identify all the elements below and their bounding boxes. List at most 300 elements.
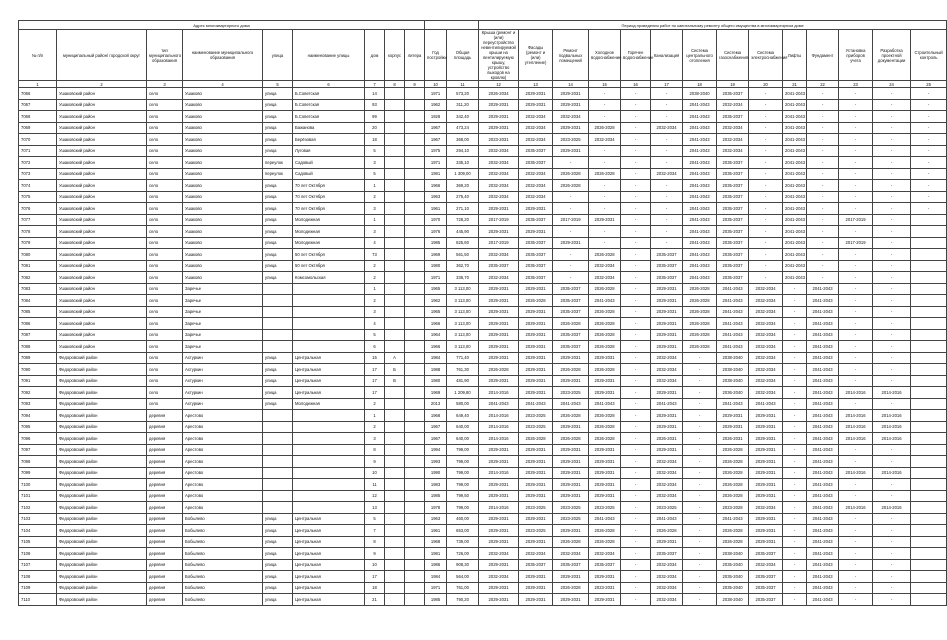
table-cell	[385, 467, 405, 479]
column-header: Фасады (ремонт и (или) утепление)	[519, 30, 553, 81]
table-cell: 8	[365, 444, 385, 456]
table-cell: 2026-2028	[651, 525, 683, 537]
table-cell: -	[621, 214, 651, 226]
table-cell: -	[621, 571, 651, 583]
column-number: 3	[147, 81, 183, 88]
table-cell	[263, 306, 293, 318]
table-cell	[263, 456, 293, 468]
table-cell: 2026-2028	[553, 410, 589, 422]
table-row	[19, 502, 947, 514]
table-cell	[293, 433, 365, 445]
table-cell: -	[621, 168, 651, 180]
table-cell: 2029-2031	[589, 490, 621, 502]
table-cell: -	[651, 111, 683, 123]
table-cell: деревня	[147, 444, 183, 456]
column-number: 6	[293, 81, 365, 88]
table-cell: 2023-2031	[589, 582, 621, 594]
table-cell	[405, 272, 425, 284]
table-cell: 2026-2028	[553, 582, 589, 594]
table-cell: село	[147, 260, 183, 272]
table-cell: 2029-2031	[479, 122, 519, 134]
column-number: 16	[621, 81, 651, 88]
table-cell: -	[683, 467, 717, 479]
table-cell: 2041-2043	[683, 203, 717, 215]
table-cell	[911, 410, 947, 422]
table-cell	[385, 329, 405, 341]
table-cell: Бобылево	[183, 594, 263, 606]
table-cell: -	[873, 594, 911, 606]
table-cell: 2041-2043	[683, 260, 717, 272]
table-cell: -	[783, 536, 807, 548]
table-cell: 2035-2037	[717, 180, 749, 192]
table-row	[19, 594, 947, 606]
table-cell: Ушаково	[183, 134, 263, 146]
table-cell: 2029-2031	[589, 479, 621, 491]
table-cell: -	[621, 134, 651, 146]
table-row	[19, 203, 947, 215]
table-cell: -	[873, 99, 911, 111]
table-cell: 2032-2034	[589, 134, 621, 146]
table-cell: -	[553, 191, 589, 203]
table-cell: -	[621, 341, 651, 353]
table-cell: 1971	[425, 272, 447, 284]
table-cell: -	[749, 214, 783, 226]
table-cell: -	[807, 111, 839, 123]
table-cell	[911, 260, 947, 272]
table-cell: улица	[263, 559, 293, 571]
table-cell: 2029-2031	[553, 444, 589, 456]
table-cell: 2041-2043	[717, 283, 749, 295]
table-cell: -	[839, 272, 873, 284]
table-cell: 369,20	[447, 180, 479, 192]
table-cell: 5	[365, 168, 385, 180]
table-cell: 2026-2028	[553, 168, 589, 180]
table-cell: 2026-2028	[683, 329, 717, 341]
table-cell: -	[873, 352, 911, 364]
table-cell: 2041-2043	[783, 99, 807, 111]
table-cell: 1975	[425, 145, 447, 157]
table-cell: Заречье	[183, 306, 263, 318]
table-row	[19, 88, 947, 100]
column-header: Фундамент	[807, 30, 839, 81]
table-cell: Ушаково	[183, 226, 263, 238]
table-cell: Бобылево	[183, 559, 263, 571]
table-cell: 2029-2031	[519, 387, 553, 399]
table-cell: село	[147, 134, 183, 146]
table-cell: 7070	[19, 134, 57, 146]
table-cell: -	[683, 502, 717, 514]
table-cell: -	[783, 502, 807, 514]
table-cell: 2041-2043	[807, 513, 839, 525]
table-cell: 2026-2028	[683, 306, 717, 318]
table-cell: 2029-2031	[553, 88, 589, 100]
table-cell	[911, 444, 947, 456]
table-cell: 2029-2031	[717, 410, 749, 422]
column-header: Строительный контроль	[911, 30, 947, 81]
table-cell: -	[873, 157, 911, 169]
table-cell: -	[683, 410, 717, 422]
table-row	[19, 237, 947, 249]
table-cell: -	[749, 88, 783, 100]
table-cell: 2041-2043	[807, 410, 839, 422]
table-cell: 2035-2037	[519, 157, 553, 169]
table-cell	[293, 329, 365, 341]
table-cell: 2023-2025	[553, 513, 589, 525]
table-cell: 2041-2043	[717, 513, 749, 525]
table-cell: -	[621, 479, 651, 491]
table-cell: 2032-2034	[479, 168, 519, 180]
table-cell: 1963	[425, 191, 447, 203]
table-cell: -	[783, 421, 807, 433]
table-cell: -	[683, 594, 717, 606]
column-header: литера	[405, 30, 425, 81]
table-cell: -	[873, 398, 911, 410]
table-cell: 2036-2040	[717, 387, 749, 399]
table-cell: -	[683, 513, 717, 525]
table-cell	[911, 502, 947, 514]
table-cell: 2014-2016	[479, 467, 519, 479]
table-cell	[293, 467, 365, 479]
table-cell: село	[147, 88, 183, 100]
table-cell: 2035-2037	[519, 260, 553, 272]
table-cell: Ушаковский район	[57, 329, 147, 341]
table-cell: 7066	[19, 88, 57, 100]
table-cell	[405, 203, 425, 215]
table-cell: 2041-2043	[783, 111, 807, 123]
table-cell: 2029-2031	[519, 226, 553, 238]
column-number: 18	[683, 81, 717, 88]
table-cell: 2017-2019	[553, 214, 589, 226]
table-cell: 1966	[425, 318, 447, 330]
table-cell: 2026-2028	[589, 122, 621, 134]
table-cell: -	[621, 444, 651, 456]
table-cell: Ушаковский район	[57, 134, 147, 146]
table-cell: Федоровский район	[57, 594, 147, 606]
table-cell: Ушаковский район	[57, 168, 147, 180]
table-cell: 2032-2034	[749, 502, 783, 514]
table-cell	[385, 421, 405, 433]
table-cell: 2035-2037	[717, 226, 749, 238]
table-cell: -	[621, 467, 651, 479]
table-cell: 10	[365, 467, 385, 479]
table-cell: Садовый	[293, 157, 365, 169]
table-cell	[385, 99, 405, 111]
table-cell: -	[783, 295, 807, 307]
table-cell: 2029-2031	[519, 88, 553, 100]
table-row	[19, 548, 947, 560]
table-cell: 726,00	[447, 548, 479, 560]
table-cell: 1928	[425, 111, 447, 123]
table-cell: улица	[263, 191, 293, 203]
table-row	[19, 283, 947, 295]
table-cell	[385, 456, 405, 468]
table-cell: 2029-2031	[589, 467, 621, 479]
table-cell: 1966	[425, 341, 447, 353]
repair-schedule-table	[18, 20, 947, 606]
table-cell: 2041-2043	[807, 559, 839, 571]
table-cell: 2026-2028	[553, 180, 589, 192]
table-cell: -	[839, 582, 873, 594]
table-cell	[911, 421, 947, 433]
table-cell: 7091	[19, 375, 57, 387]
table-cell: 2029-2031	[651, 341, 683, 353]
table-cell: 1971	[425, 157, 447, 169]
table-cell: -	[911, 111, 947, 123]
table-cell: 2041-2043	[807, 444, 839, 456]
table-cell: -	[783, 513, 807, 525]
table-cell: 2026-2028	[589, 249, 621, 261]
table-cell: 50 лет Октября	[293, 249, 365, 261]
table-cell: 2035-2037	[553, 283, 589, 295]
table-cell: 2029-2031	[553, 479, 589, 491]
table-cell	[263, 433, 293, 445]
table-cell: -	[683, 525, 717, 537]
table-cell: 1971	[425, 88, 447, 100]
table-cell: Центральная	[293, 594, 365, 606]
table-row	[19, 490, 947, 502]
table-cell	[911, 364, 947, 376]
table-cell: улица	[263, 272, 293, 284]
table-cell: -	[839, 479, 873, 491]
table-cell: -	[749, 134, 783, 146]
table-cell	[385, 237, 405, 249]
table-cell: 21	[365, 594, 385, 606]
table-cell: село	[147, 329, 183, 341]
table-cell	[405, 513, 425, 525]
table-cell: 2026-2031	[651, 433, 683, 445]
column-header: Ремонт подвальных помещений	[553, 30, 589, 81]
table-cell: 2041-2043	[807, 525, 839, 537]
table-cell: улица	[263, 122, 293, 134]
table-cell: 2014-2016	[839, 421, 873, 433]
table-cell: 2029-2031	[651, 318, 683, 330]
table-cell: -	[873, 536, 911, 548]
table-cell: 2029-2031	[519, 341, 553, 353]
table-cell: 7097	[19, 444, 57, 456]
table-cell	[385, 295, 405, 307]
table-cell: 2032-2034	[749, 352, 783, 364]
table-cell: 7102	[19, 502, 57, 514]
table-cell: село	[147, 168, 183, 180]
table-cell: 2017-2019	[479, 237, 519, 249]
table-cell: -	[873, 295, 911, 307]
table-cell: 825,60	[447, 237, 479, 249]
table-cell: -	[749, 157, 783, 169]
table-cell: Молодежная	[293, 226, 365, 238]
table-cell: -	[683, 433, 717, 445]
table-cell: Ушаковский район	[57, 249, 147, 261]
table-cell: 2035-2037	[553, 329, 589, 341]
table-cell: Заречье	[183, 295, 263, 307]
table-cell: 2041-2043	[717, 318, 749, 330]
table-cell: 2029-2031	[519, 306, 553, 318]
table-cell: 2014-2016	[479, 421, 519, 433]
table-cell: -	[749, 237, 783, 249]
table-cell: -	[621, 502, 651, 514]
column-number: 19	[717, 81, 749, 88]
table-cell: деревня	[147, 421, 183, 433]
table-cell: 7107	[19, 559, 57, 571]
table-cell: -	[807, 191, 839, 203]
table-row	[19, 191, 947, 203]
table-cell: -	[839, 111, 873, 123]
table-cell: -	[553, 249, 589, 261]
table-cell: село	[147, 352, 183, 364]
table-cell: 2041-2043	[807, 329, 839, 341]
table-cell: 3 113,00	[447, 318, 479, 330]
table-cell: -	[873, 364, 911, 376]
table-cell: 1968	[425, 536, 447, 548]
table-cell	[405, 168, 425, 180]
table-cell: -	[873, 168, 911, 180]
table-cell: -	[621, 272, 651, 284]
table-cell: 2029-2031	[479, 111, 519, 123]
table-cell	[385, 502, 405, 514]
table-cell: 2041-2043	[807, 398, 839, 410]
table-cell: 2035-2037	[651, 260, 683, 272]
table-cell: -	[807, 180, 839, 192]
table-cell: деревня	[147, 410, 183, 422]
table-cell: -	[783, 548, 807, 560]
table-cell: 2014-2016	[873, 433, 911, 445]
table-cell: 2041-2043	[807, 502, 839, 514]
table-cell: 649,40	[447, 410, 479, 422]
table-cell: 2026-2028	[589, 410, 621, 422]
table-cell: 2029-2031	[589, 214, 621, 226]
table-cell: Центральная	[293, 352, 365, 364]
table-row	[19, 513, 947, 525]
table-cell: 460,00	[447, 513, 479, 525]
table-cell: 1990	[425, 467, 447, 479]
table-cell: 2041-2043	[807, 433, 839, 445]
table-cell: Ушаковский район	[57, 341, 147, 353]
table-cell: 2029-2031	[479, 513, 519, 525]
table-cell	[911, 490, 947, 502]
table-cell: 2032-2034	[717, 99, 749, 111]
table-cell: -	[621, 525, 651, 537]
table-cell: 2041-2043	[807, 318, 839, 330]
table-cell: 799,00	[447, 444, 479, 456]
table-cell: 18	[365, 582, 385, 594]
table-cell: 2035-2037	[749, 594, 783, 606]
table-cell: 2032-2034	[479, 571, 519, 583]
table-cell	[293, 283, 365, 295]
table-cell	[385, 525, 405, 537]
table-cell: -	[589, 203, 621, 215]
table-cell: -	[873, 329, 911, 341]
column-header: дом	[365, 30, 385, 81]
table-cell	[911, 594, 947, 606]
table-cell: 2026-2028	[589, 364, 621, 376]
table-cell: 2032-2034	[749, 318, 783, 330]
table-cell: -	[807, 214, 839, 226]
table-cell: 2029-2031	[519, 444, 553, 456]
table-cell: -	[807, 203, 839, 215]
works-group-header: Период проведения работ по капитальному ремонту общего имущества в многоквартирном доме	[479, 21, 947, 30]
table-cell: 1962	[425, 99, 447, 111]
column-number: 21	[783, 81, 807, 88]
table-cell: 2041-2043	[783, 180, 807, 192]
table-cell: -	[873, 375, 911, 387]
table-cell: 1968	[425, 410, 447, 422]
table-cell: 2041-2043	[783, 168, 807, 180]
table-cell: 2041-2043	[807, 456, 839, 468]
table-cell: 2032-2034	[519, 111, 553, 123]
table-cell: 2041-2043	[683, 145, 717, 157]
table-cell: -	[873, 456, 911, 468]
table-cell	[911, 513, 947, 525]
column-number: 8	[385, 81, 405, 88]
table-cell: -	[839, 168, 873, 180]
table-cell: 17	[365, 375, 385, 387]
table-cell: 5	[365, 329, 385, 341]
table-cell: 2029-2031	[519, 536, 553, 548]
table-cell: -	[621, 559, 651, 571]
table-cell: деревня	[147, 467, 183, 479]
table-cell: Арестово	[183, 421, 263, 433]
table-cell: -	[839, 180, 873, 192]
table-cell: 2032-2034	[519, 122, 553, 134]
table-cell: 2032-2034	[651, 467, 683, 479]
table-cell: 2035-2037	[519, 559, 553, 571]
table-cell: 2041-2043	[717, 306, 749, 318]
table-cell: -	[621, 594, 651, 606]
table-cell: 2029-2031	[651, 329, 683, 341]
table-cell: село	[147, 398, 183, 410]
table-cell: Ушаково	[183, 180, 263, 192]
table-cell: -	[839, 306, 873, 318]
table-cell: 7092	[19, 387, 57, 399]
table-cell: 2041-2043	[807, 582, 839, 594]
table-cell: -	[839, 145, 873, 157]
table-cell: 2026-2028	[479, 364, 519, 376]
table-cell: 1967	[425, 122, 447, 134]
table-cell: 2026-2028	[717, 525, 749, 537]
table-cell: 2029-2031	[519, 479, 553, 491]
table-cell	[263, 479, 293, 491]
table-cell	[385, 111, 405, 123]
table-cell: 445,90	[447, 226, 479, 238]
table-cell: -	[873, 203, 911, 215]
table-cell: Ушаковский район	[57, 88, 147, 100]
table-cell	[405, 180, 425, 192]
table-cell: 2041-2043	[807, 594, 839, 606]
table-cell: -	[873, 111, 911, 123]
table-cell: 2014-2016	[839, 410, 873, 422]
table-cell: -	[683, 444, 717, 456]
table-cell: 10	[365, 559, 385, 571]
table-cell: 2041-2043	[683, 122, 717, 134]
column-header: улица	[263, 30, 293, 81]
table-cell	[911, 467, 947, 479]
table-cell: -	[839, 88, 873, 100]
table-cell: -	[621, 548, 651, 560]
table-row	[19, 295, 947, 307]
table-cell: -	[911, 99, 947, 111]
table-cell: -	[783, 571, 807, 583]
table-cell: Федоровский район	[57, 433, 147, 445]
table-cell: 2035-2037	[553, 295, 589, 307]
table-cell: 2041-2043	[783, 214, 807, 226]
table-cell: 3 113,00	[447, 295, 479, 307]
table-cell: -	[621, 180, 651, 192]
table-cell: село	[147, 387, 183, 399]
table-cell: Федоровский район	[57, 582, 147, 594]
table-cell: улица	[263, 571, 293, 583]
table-cell: 2032-2034	[479, 249, 519, 261]
table-cell: -	[783, 433, 807, 445]
table-cell: улица	[263, 203, 293, 215]
